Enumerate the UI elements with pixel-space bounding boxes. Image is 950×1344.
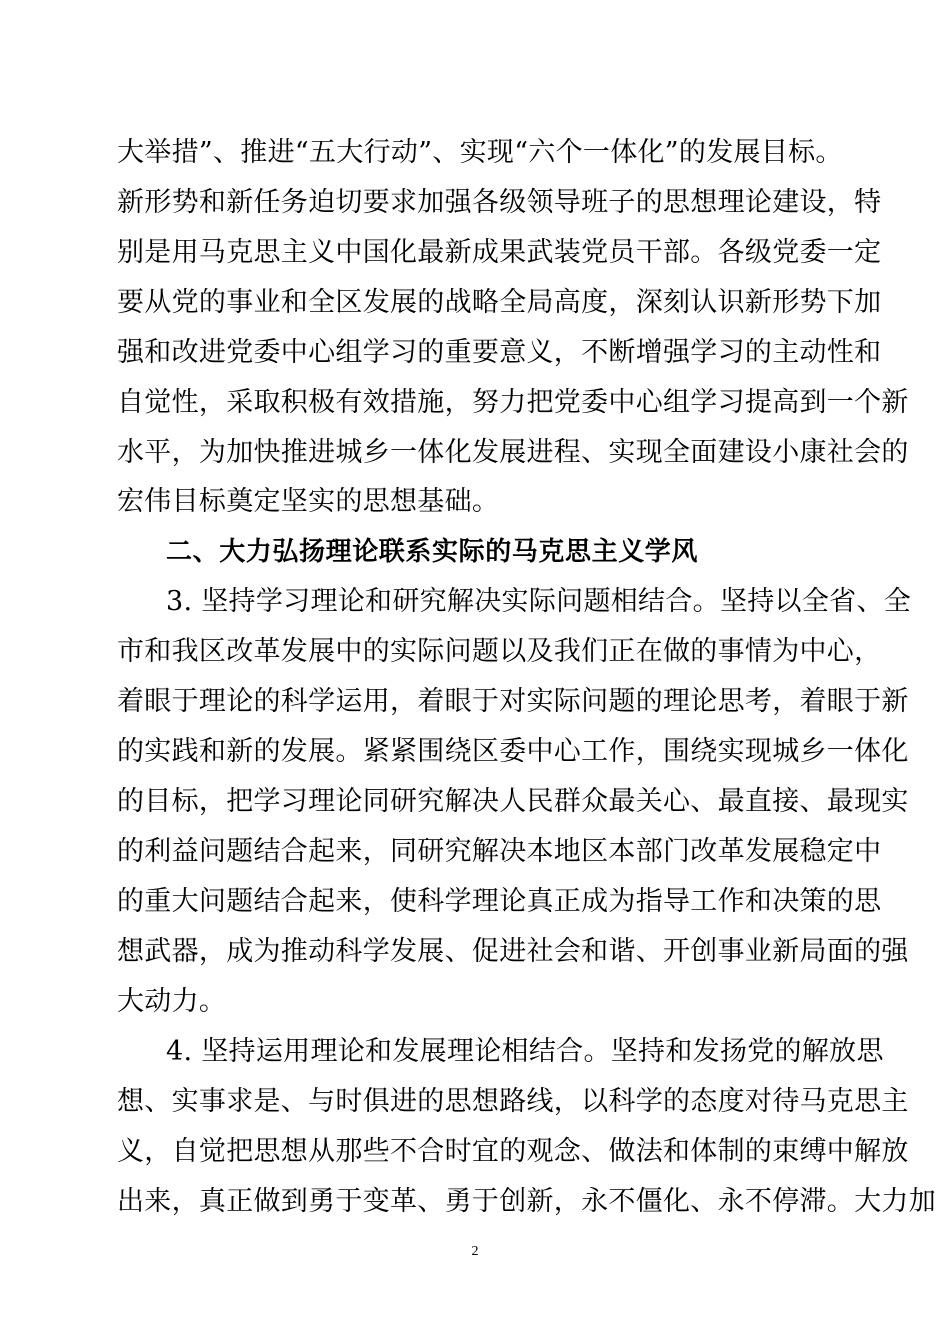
paragraph-1-line-1: 大举措”、推进“五大行动”、实现“六个一体化”的发展目标。 <box>117 137 843 168</box>
paragraph-1-line-4: 要从党的事业和全区发展的战略全局高度，深刻认识新形势下加 <box>117 287 882 318</box>
paragraph-1-line-8: 宏伟目标奠定坚实的思想基础。 <box>117 486 500 517</box>
paragraph-2-line-2: 市和我区改革发展中的实际问题以及我们正在做的事情为中心， <box>117 636 882 667</box>
page-number: 2 <box>471 1244 479 1259</box>
paragraph-2-line-5: 的目标，把学习理论同研究解决人民群众最关心、最直接、最现实 <box>117 786 909 817</box>
paragraph-1-line-5: 强和改进党委中心组学习的重要意义，不断增强学习的主动性和 <box>117 337 882 368</box>
paragraph-1-line-7: 水平，为加快推进城乡一体化发展进程、实现全面建设小康社会的 <box>117 437 909 468</box>
paragraph-2-line-3: 着眼于理论的科学运用，着眼于对实际问题的理论思考，着眼于新 <box>117 686 909 717</box>
paragraph-2-line-4: 的实践和新的发展。紧紧围绕区委中心工作，围绕实现城乡一体化 <box>117 736 909 767</box>
paragraph-1-line-6: 自觉性，采取积极有效措施，努力把党委中心组学习提高到一个新 <box>117 387 909 418</box>
paragraph-3-line-2: 想、实事求是、与时俱进的思想路线，以科学的态度对待马克思主 <box>117 1086 909 1117</box>
paragraph-3-line-4: 出来，真正做到勇于变革、勇于创新，永不僵化、永不停滞。大力加 <box>117 1186 936 1217</box>
section-heading: 二、大力弘扬理论联系实际的马克思主义学风 <box>166 537 699 567</box>
paragraph-2-line-6: 的利益问题结合起来，同研究解决本地区本部门改革发展稳定中 <box>117 836 882 867</box>
paragraph-3-line-1: 4. 坚持运用理论和发展理论相结合。坚持和发扬党的解放思 <box>166 1036 884 1067</box>
paragraph-1-line-2: 新形势和新任务迫切要求加强各级领导班子的思想理论建设，特 <box>117 187 882 218</box>
paragraph-2-line-7: 的重大问题结合起来，使科学理论真正成为指导工作和决策的思 <box>117 886 882 917</box>
paragraph-3-line-3: 义，自觉把思想从那些不合时宜的观念、做法和体制的束缚中解放 <box>117 1136 909 1167</box>
paragraph-2-line-9: 大动力。 <box>117 986 227 1017</box>
paragraph-2-line-1: 3. 坚持学习理论和研究解决实际问题相结合。坚持以全省、全 <box>166 586 912 617</box>
paragraph-2-line-8: 想武器，成为推动科学发展、促进社会和谐、开创事业新局面的强 <box>117 936 909 967</box>
paragraph-1-line-3: 别是用马克思主义中国化最新成果武装党员干部。各级党委一定 <box>117 237 882 268</box>
